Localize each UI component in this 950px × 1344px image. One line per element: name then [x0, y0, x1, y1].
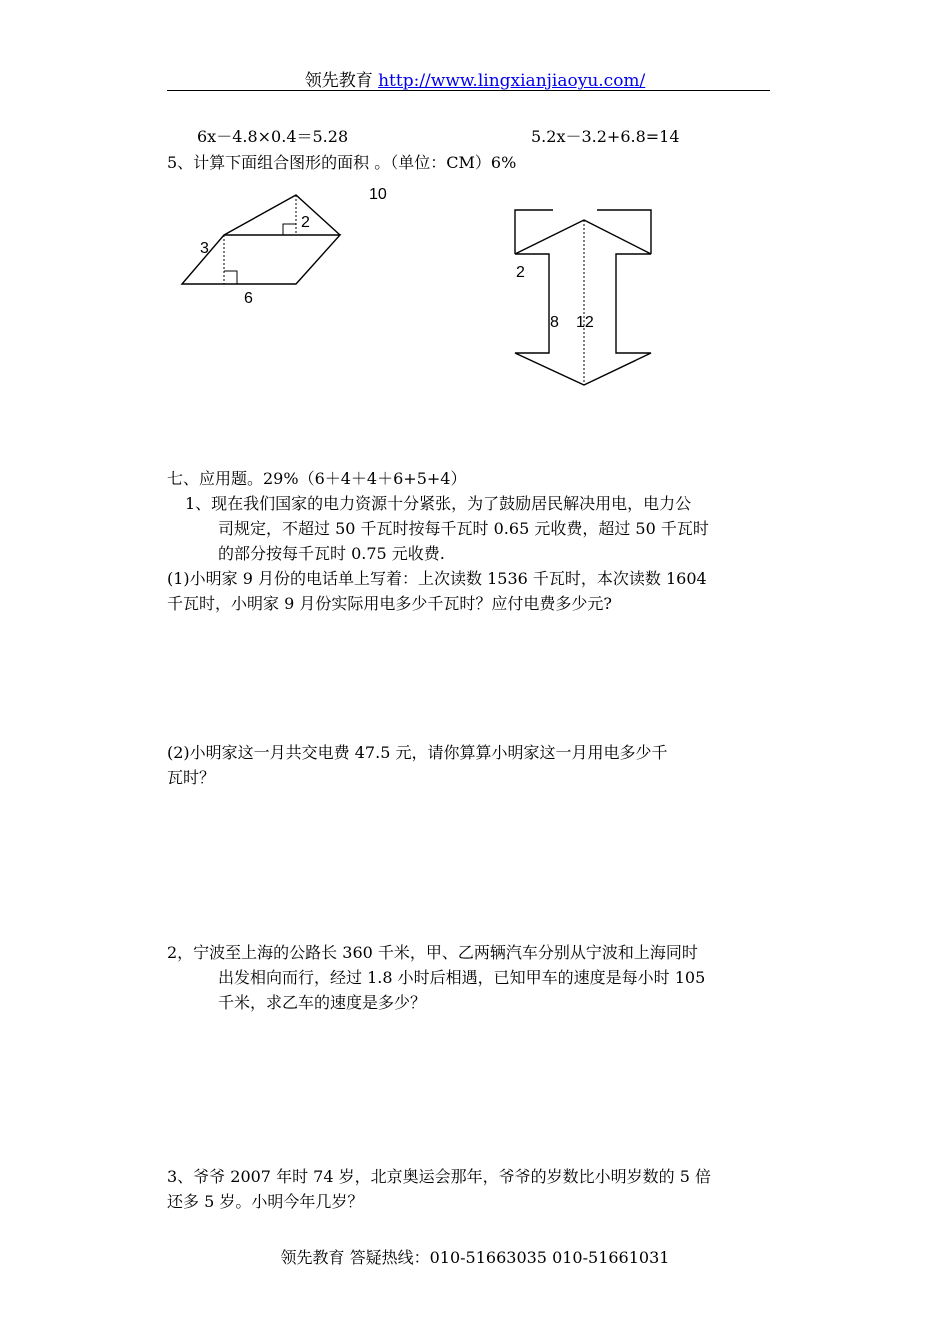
p3-line2: 还多 5 岁。小明今年几岁？	[167, 1192, 364, 1211]
parallelogram-right-angle-mark	[224, 271, 237, 284]
fig1-label-h: 2	[301, 214, 310, 231]
equation-right: 5.2x－3.2+6.8=14	[531, 127, 680, 146]
fig1-label-side: 3	[200, 240, 209, 257]
p2-line3: 千米，求乙车的速度是多少？	[218, 993, 427, 1012]
p1-intro-line2: 司规定，不超过 50 千瓦时按每千瓦时 0.65 元收费，超过 50 千瓦时	[218, 519, 709, 538]
q5-title: 5、计算下面组合图形的面积 。（单位：CM）6%	[167, 153, 517, 172]
fig2-label-b: 12	[576, 314, 594, 331]
p2-line2: 出发相向而行，经过 1.8 小时后相遇，已知甲车的速度是每小时 105	[218, 968, 706, 987]
triangle-outline	[224, 195, 340, 235]
width-bracket-left	[515, 210, 553, 254]
p2-line1: 2，宁波至上海的公路长 360 千米，甲、乙两辆汽车分别从宁波和上海同时	[167, 943, 698, 962]
p1-q1-line2: 千瓦时，小明家 9 月份实际用电多少千瓦时？应付电费多少元?	[167, 594, 612, 613]
p1-q1-line1: (1)小明家 9 月份的电话单上写着：上次读数 1536 千瓦时，本次读数 1604	[167, 569, 707, 588]
page-footer: 领先教育 答疑热线：010-51663035 010-51661031	[280, 1248, 670, 1267]
header-rule	[167, 90, 770, 91]
figure-parallelogram-triangle	[170, 180, 390, 320]
p1-intro-line1: 1、现在我们国家的电力资源十分紧张，为了鼓励居民解决用电，电力公	[185, 494, 692, 513]
header-org: 领先教育	[304, 71, 373, 91]
equation-left: 6x－4.8×0.4＝5.28	[197, 127, 349, 146]
fig1-label-base: 6	[244, 290, 253, 307]
figure-double-arrow	[505, 192, 665, 402]
width-bracket-right	[597, 210, 651, 254]
p1-q2-line1: (2)小明家这一月共交电费 47.5 元，请你算算小明家这一月用电多少千	[167, 743, 668, 762]
p1-q2-line2: 瓦时？	[167, 768, 216, 787]
section7-title: 七、应用题。29%（6＋4＋4＋6+5+4）	[167, 469, 467, 488]
p1-intro-line3: 的部分按每千瓦时 0.75 元收费.	[218, 544, 445, 563]
page-header	[0, 66, 950, 91]
fig2-label-width: 2	[516, 264, 525, 281]
triangle-right-angle-mark	[283, 224, 296, 235]
fig1-label-top: 10	[369, 186, 387, 203]
header-link[interactable]: http://www.lingxianjiaoyu.com/	[378, 71, 646, 91]
fig2-label-a: 8	[550, 314, 559, 331]
arrow-outline	[515, 220, 651, 385]
p3-line1: 3、爷爷 2007 年时 74 岁，北京奥运会那年，爷爷的岁数比小明岁数的 5 倍	[167, 1167, 711, 1186]
